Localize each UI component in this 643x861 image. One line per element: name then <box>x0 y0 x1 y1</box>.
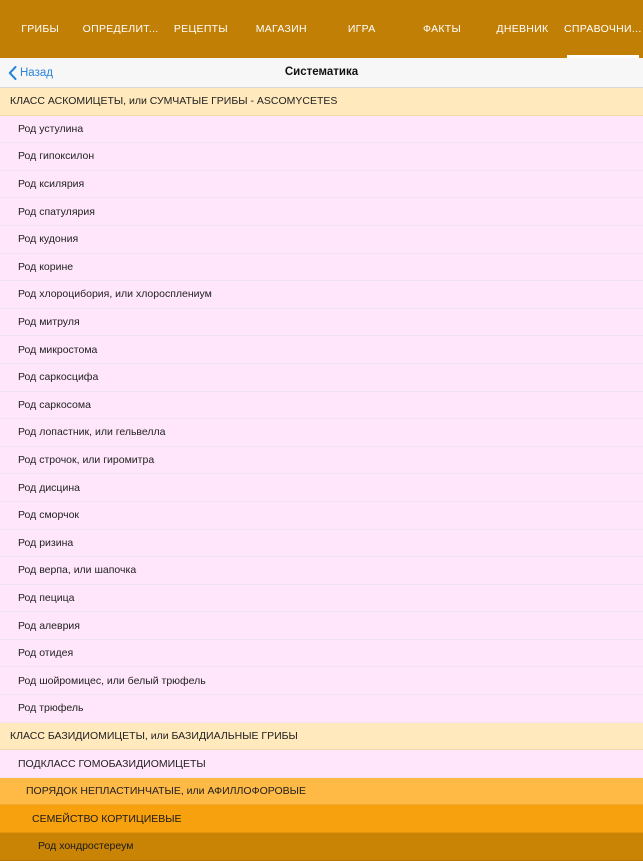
row-label: Род верпа, или шапочка <box>18 564 137 577</box>
row-label: Род кудония <box>18 233 79 246</box>
order-row[interactable] <box>0 778 643 806</box>
row-label: КЛАСС БАЗИДИОМИЦЕТЫ, или БАЗИДИАЛЬНЫЕ ГРИБЫ <box>10 729 298 742</box>
class-header-row[interactable] <box>0 723 643 751</box>
family-row[interactable] <box>0 805 643 833</box>
row-label: Род саркосома <box>18 398 91 411</box>
genus-row[interactable] <box>0 336 643 364</box>
genus-row[interactable] <box>0 364 643 392</box>
row-label: Род хлороцибория, или хлоросплениум <box>18 288 212 301</box>
genus-row[interactable] <box>0 447 643 475</box>
row-label: Род саркосцифа <box>18 371 99 384</box>
taxonomy-list <box>0 88 643 861</box>
genus-row[interactable] <box>0 667 643 695</box>
row-label: Род алеврия <box>18 619 80 632</box>
genus-row[interactable] <box>0 833 643 861</box>
genus-row[interactable] <box>0 116 643 144</box>
tab-0[interactable]: ГРИБЫ <box>21 23 60 35</box>
row-label: Род дисцина <box>18 481 80 494</box>
genus-row[interactable] <box>0 281 643 309</box>
tab-6[interactable]: ДНЕВНИК <box>496 23 549 35</box>
genus-row[interactable] <box>0 557 643 585</box>
row-label: Род митруля <box>18 316 80 329</box>
row-label: КЛАСС АСКОМИЦЕТЫ, или СУМЧАТЫЕ ГРИБЫ - ASCOMYCETES <box>10 95 338 108</box>
row-label: Род гипоксилон <box>18 150 95 163</box>
row-label: Род ксилярия <box>18 178 85 191</box>
tab-2[interactable]: РЕЦЕПТЫ <box>173 23 228 35</box>
row-label: Род устулина <box>18 122 84 135</box>
genus-row[interactable] <box>0 585 643 613</box>
tab-7[interactable]: СПРАВОЧНИ... <box>563 0 643 58</box>
back-label: Назад <box>20 66 53 79</box>
genus-row[interactable] <box>0 198 643 226</box>
row-label: Род хондростереум <box>38 840 134 853</box>
genus-row[interactable] <box>0 226 643 254</box>
row-label: Род шойромицес, или белый трюфель <box>18 674 206 687</box>
row-label: Род спатулярия <box>18 205 95 218</box>
genus-row[interactable] <box>0 171 643 199</box>
row-label: ПОДКЛАСС ГОМОБАЗИДИОМИЦЕТЫ <box>18 757 206 770</box>
genus-row[interactable] <box>0 474 643 502</box>
row-label: СЕМЕЙСТВО КОРТИЦИЕВЫЕ <box>32 812 182 825</box>
genus-row[interactable] <box>0 502 643 530</box>
genus-row[interactable] <box>0 309 643 337</box>
row-label: ПОРЯДОК НЕПЛАСТИНЧАТЫЕ, или АФИЛЛОФОРОВЫЕ <box>26 785 306 798</box>
row-label: Род отидея <box>18 647 74 660</box>
genus-row[interactable] <box>0 392 643 420</box>
tab-3[interactable]: МАГАЗИН <box>255 23 307 35</box>
genus-row[interactable] <box>0 695 643 723</box>
row-label: Род строчок, или гиромитра <box>18 454 155 467</box>
row-label: Род сморчок <box>18 509 80 522</box>
page-title: Систематика <box>284 66 359 78</box>
genus-row[interactable] <box>0 419 643 447</box>
genus-row[interactable] <box>0 143 643 171</box>
row-label: Род лопастник, или гельвелла <box>18 426 166 439</box>
genus-row[interactable] <box>0 530 643 558</box>
row-label: Род корине <box>18 260 74 273</box>
class-header-row[interactable] <box>0 88 643 116</box>
row-label: Род ризина <box>18 536 74 549</box>
genus-row[interactable] <box>0 254 643 282</box>
top-tab-bar <box>0 0 643 58</box>
genus-row[interactable] <box>0 640 643 668</box>
row-label: Род трюфель <box>18 702 84 715</box>
row-label: Род пецица <box>18 591 75 604</box>
row-label: Род микростома <box>18 343 98 356</box>
subclass-row[interactable] <box>0 750 643 778</box>
tab-5[interactable]: ФАКТЫ <box>423 23 462 35</box>
genus-row[interactable] <box>0 612 643 640</box>
navigation-bar <box>0 58 643 88</box>
tab-4[interactable]: ИГРА <box>347 23 376 35</box>
tab-1[interactable]: ОПРЕДЕЛИТ... <box>82 23 159 35</box>
